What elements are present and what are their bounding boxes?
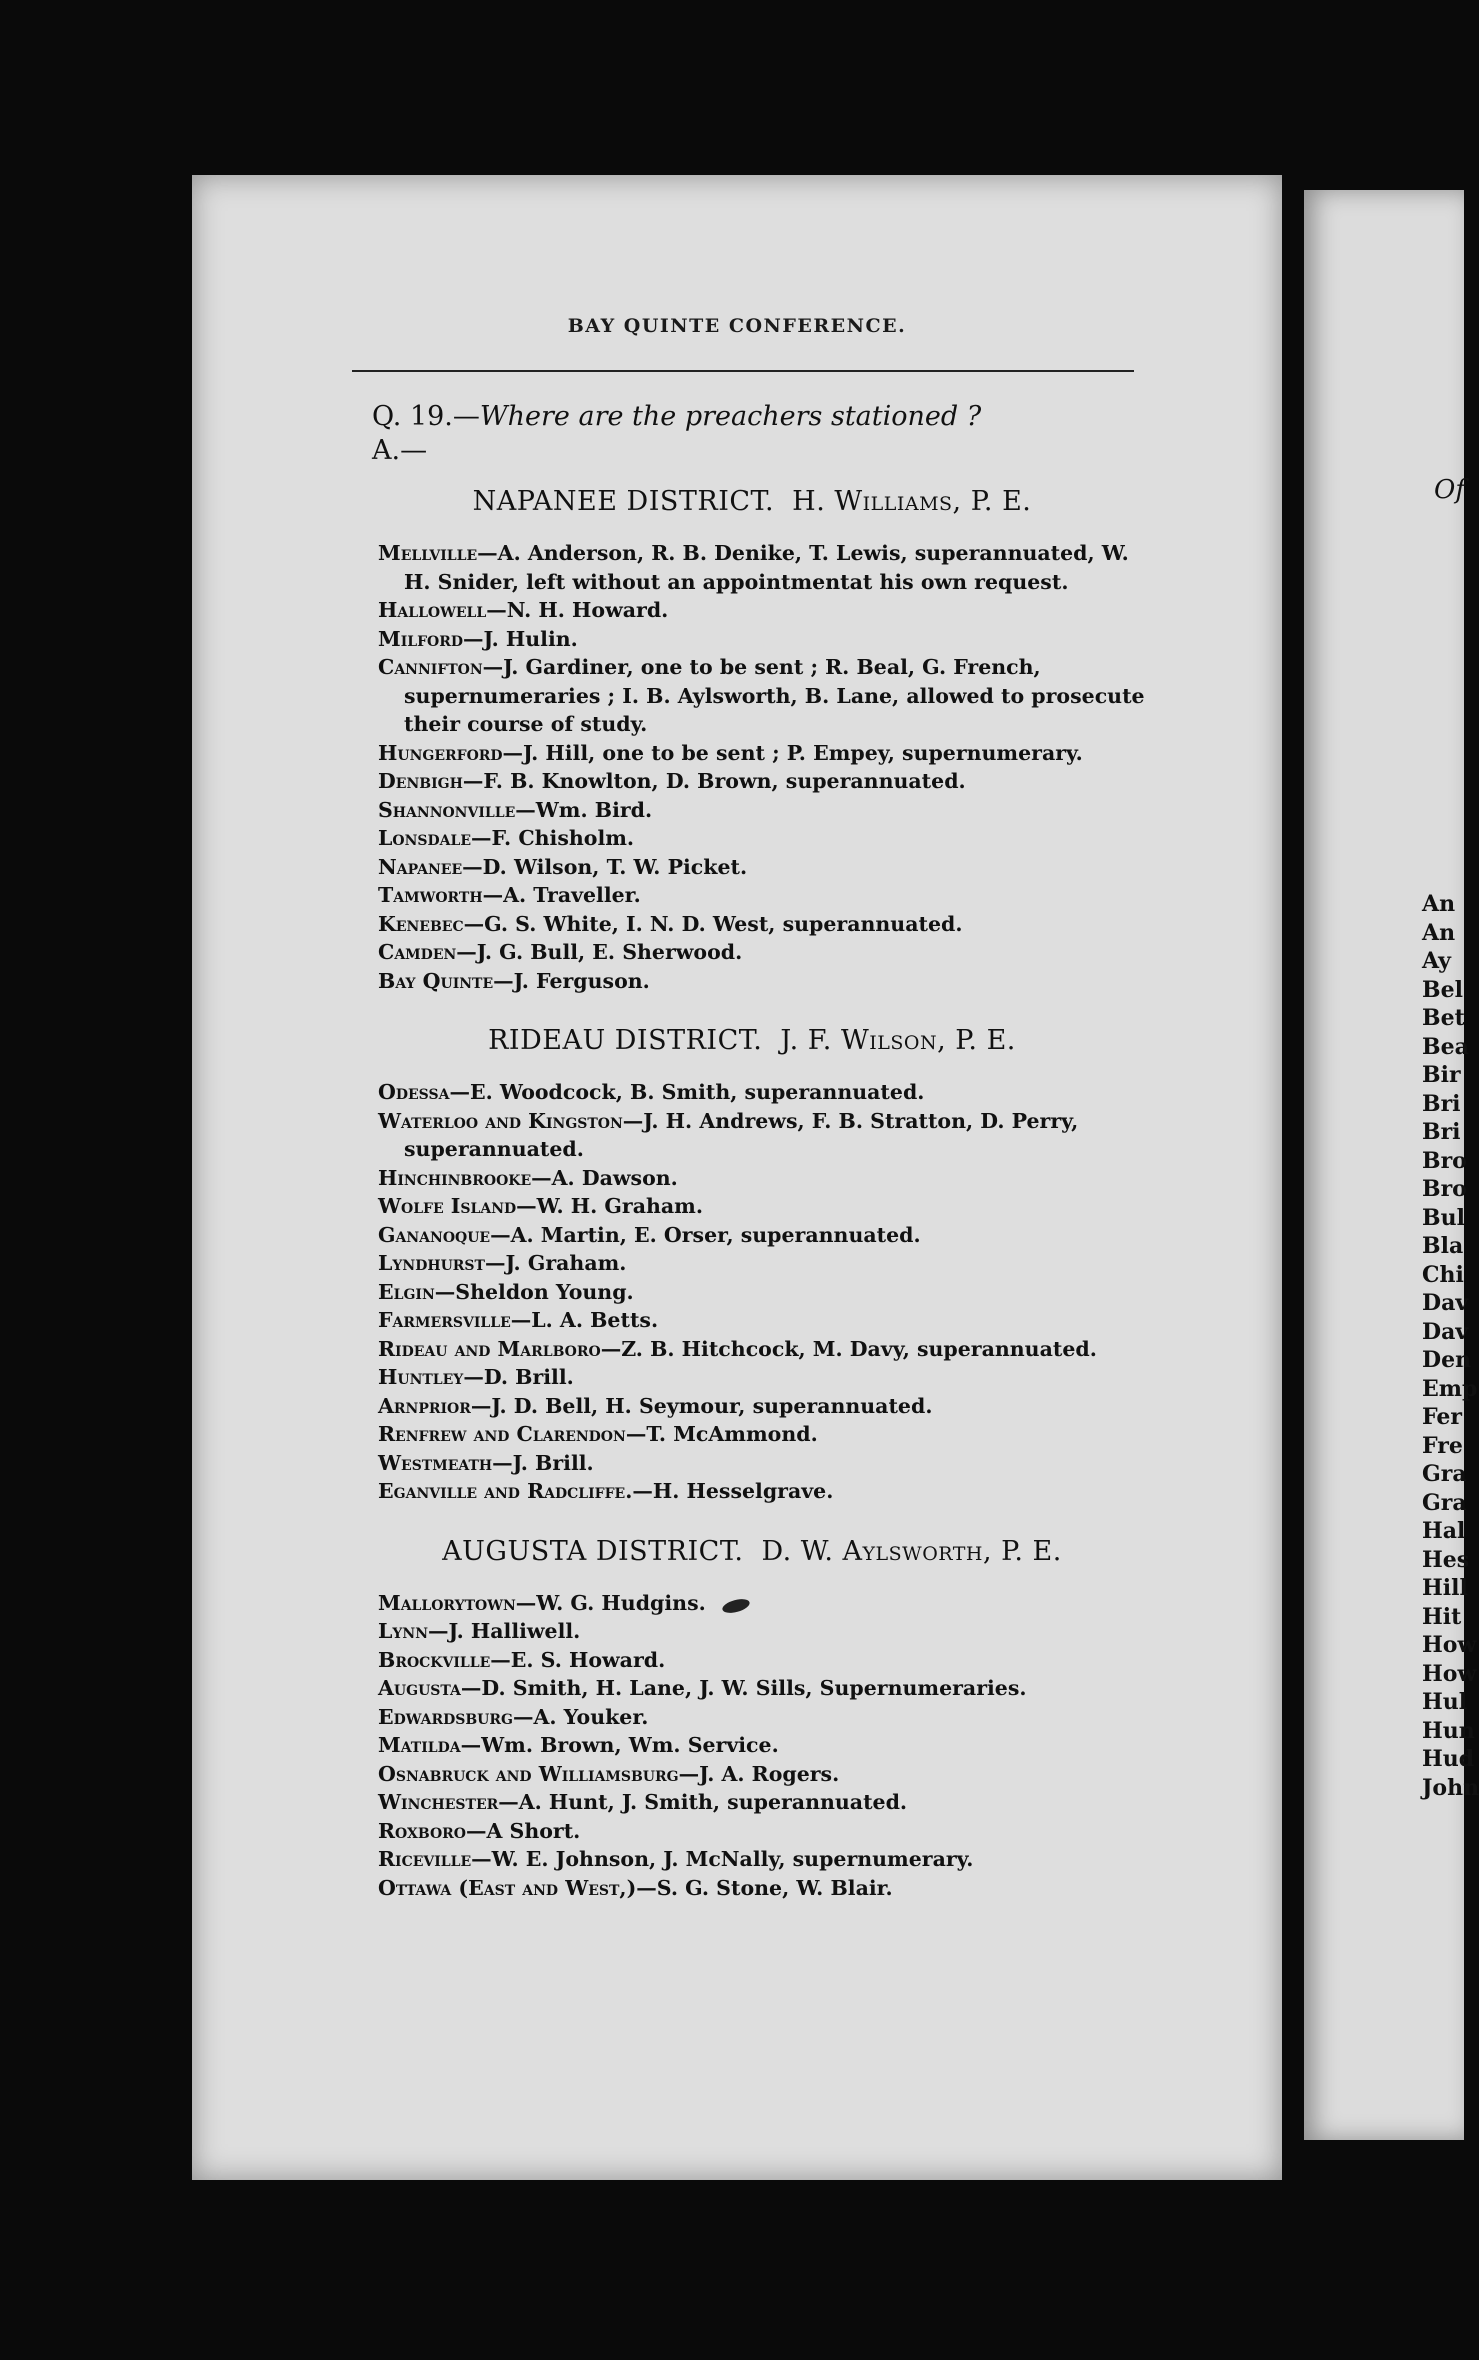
station-name: Kenebec	[378, 911, 464, 936]
station-entry	[378, 1874, 1152, 1903]
station-preachers: —S. G. Stone, W. Blair.	[636, 1875, 893, 1900]
station-entry	[378, 1477, 1152, 1506]
facing-name-fragment: Bir	[1422, 1062, 1461, 1088]
station-name: Westmeath	[378, 1450, 493, 1475]
facing-name-fragment: An	[1422, 919, 1456, 946]
station-preachers: —J. H. Andrews, F. B. Stratton, D. Perry, superannuated.	[404, 1108, 1079, 1161]
station-entry	[378, 881, 1152, 910]
facing-name-fragment: Bro	[1422, 1147, 1467, 1174]
station-entry	[378, 1646, 1152, 1675]
station-entry	[378, 596, 1152, 625]
station-entry	[378, 1617, 1152, 1646]
book-page	[192, 175, 1282, 2180]
station-name: Hallowell	[378, 598, 487, 622]
question-text: Where are the preachers stationed ?	[479, 401, 982, 432]
facing-name-fragment: Chi	[1422, 1261, 1464, 1288]
station-name: Roxboro	[378, 1818, 466, 1843]
running-head: BAY QUINTE CONFERENCE.	[567, 315, 907, 337]
facing-name-fragment: Bea	[1422, 1033, 1469, 1060]
station-preachers: —N. H. Howard.	[486, 598, 669, 622]
station-name: Mellville	[378, 541, 478, 565]
station-entry	[378, 1817, 1152, 1846]
district-section	[352, 1536, 1152, 1903]
facing-name-fragment: An	[1422, 891, 1456, 917]
station-entry	[378, 1221, 1152, 1250]
station-name: Riceville	[378, 1847, 472, 1871]
station-entry	[378, 1392, 1152, 1421]
facing-name-fragment: Den	[1422, 1347, 1472, 1373]
station-entry	[378, 796, 1152, 825]
station-preachers: —J. Gardiner, one to be sent ; R. Beal, G. French, supernumeraries ; I. B. Aylsworth, B. Lane, allowed to prosecute their course of study.	[404, 655, 1145, 736]
station-preachers: —J. Hulin.	[463, 626, 578, 651]
station-preachers: —L. A. Betts.	[510, 1308, 659, 1332]
station-preachers: —J. A. Rogers.	[678, 1761, 840, 1786]
station-preachers: —F. Chisholm.	[471, 826, 635, 850]
station-entry	[378, 653, 1152, 739]
facing-name-fragment: Bel	[1422, 976, 1463, 1003]
station-preachers: —W. H. Graham.	[516, 1194, 704, 1218]
station-preachers: —A. Hunt, J. Smith, superannuated.	[498, 1790, 908, 1814]
district-heading	[352, 1025, 1152, 1056]
facing-name-fragment: Gra	[1422, 1461, 1467, 1487]
station-entry	[378, 1731, 1152, 1760]
presiding-elder: J. F. Wilson, P. E.	[780, 1025, 1016, 1056]
station-name: Hungerford	[378, 740, 503, 765]
station-entry	[378, 1107, 1152, 1164]
facing-page	[1304, 190, 1479, 2140]
station-name: Camden	[378, 940, 457, 964]
facing-name-list	[1422, 890, 1479, 1802]
station-entry	[378, 1845, 1152, 1874]
facing-name-fragment: John	[1422, 1774, 1479, 1801]
station-entry	[378, 1760, 1152, 1789]
station-preachers: —H. Hesselgrave.	[632, 1479, 834, 1503]
facing-name-fragment: Hes	[1422, 1546, 1470, 1573]
station-name: Bay Quinte	[378, 968, 494, 993]
answer-label: A.—	[372, 435, 428, 466]
station-entry	[378, 1703, 1152, 1732]
station-preachers: —W. E. Johnson, J. McNally, supernumerary.	[471, 1847, 974, 1871]
station-name: Eganville and Radcliffe.	[378, 1479, 633, 1503]
station-entry	[378, 1164, 1152, 1193]
station-name: Edwardsburg	[378, 1704, 513, 1729]
station-name: Ottawa (East and West,)	[378, 1875, 637, 1900]
station-name: Matilda	[378, 1733, 461, 1757]
station-preachers: —A Short.	[465, 1818, 581, 1843]
station-preachers: —E. S. Howard.	[490, 1647, 666, 1672]
station-preachers: —F. B. Knowlton, D. Brown, superannuated.	[462, 769, 966, 793]
station-name: Tamworth	[378, 883, 483, 907]
station-name: Lyndhurst	[378, 1251, 485, 1275]
station-preachers: —J. Brill.	[492, 1450, 594, 1475]
station-name: Lynn	[378, 1619, 429, 1643]
station-preachers: —J. G. Bull, E. Sherwood.	[456, 940, 743, 964]
facing-name-fragment: Ay	[1422, 948, 1451, 974]
station-entry	[378, 938, 1152, 967]
station-name: Brockville	[378, 1647, 491, 1672]
station-name: Shannonville	[378, 797, 516, 822]
station-preachers: —J. Ferguson.	[493, 968, 650, 993]
district-heading	[352, 486, 1152, 517]
station-preachers: —G. S. White, I. N. D. West, superannuated.	[463, 911, 963, 936]
station-name: Renfrew and Clarendon	[378, 1422, 626, 1446]
station-preachers: —A. Dawson.	[531, 1165, 678, 1190]
district-section	[352, 1025, 1152, 1506]
station-preachers: —W. G. Hudgins.	[515, 1590, 706, 1615]
facing-name-fragment: Hun	[1422, 1717, 1475, 1744]
facing-name-fragment: Emp	[1422, 1375, 1478, 1402]
station-preachers: —A. Youker.	[512, 1704, 649, 1729]
station-name: Milford	[378, 626, 463, 651]
station-preachers: —Z. B. Hitchcock, M. Davy, superannuated.	[600, 1336, 1097, 1361]
facing-name-fragment: Gra	[1422, 1489, 1467, 1516]
district-section	[352, 486, 1152, 995]
station-name: Lonsdale	[378, 826, 472, 850]
station-entry	[378, 1306, 1152, 1335]
facing-name-fragment: Bro	[1422, 1176, 1467, 1202]
station-preachers: —E. Woodcock, B. Smith, superannuated.	[449, 1080, 925, 1104]
station-entry	[378, 853, 1152, 882]
station-name: Osnabruck and Williamsburg	[378, 1761, 679, 1786]
station-preachers: —Sheldon Young.	[434, 1279, 634, 1304]
station-name: Gananoque	[378, 1222, 491, 1247]
station-name: Huntley	[378, 1365, 464, 1389]
facing-heading-fragment: Of	[1434, 475, 1465, 505]
station-entry	[378, 539, 1152, 596]
district-name: RIDEAU DISTRICT.	[488, 1025, 763, 1056]
station-name: Hinchinbrooke	[378, 1165, 532, 1190]
facing-name-fragment: Dav	[1422, 1290, 1469, 1316]
station-preachers: —J. Graham.	[484, 1251, 627, 1275]
facing-name-fragment: Hal	[1422, 1518, 1466, 1544]
facing-name-fragment: How	[1422, 1632, 1477, 1658]
station-entry	[378, 767, 1152, 796]
question-number: Q. 19.—	[372, 401, 480, 432]
facing-name-fragment: Hill	[1422, 1575, 1468, 1601]
facing-name-fragment: Dav	[1422, 1318, 1469, 1345]
station-name: Waterloo and Kingston	[378, 1108, 623, 1133]
district-name: NAPANEE DISTRICT.	[472, 486, 775, 517]
station-entry	[378, 1589, 1152, 1618]
station-entry	[378, 1788, 1152, 1817]
station-entry	[378, 625, 1152, 654]
district-list	[352, 486, 1152, 1902]
station-name: Rideau and Marlboro	[378, 1336, 601, 1361]
district-heading	[352, 1536, 1152, 1567]
station-entry	[378, 967, 1152, 996]
facing-name-fragment: Bri	[1422, 1090, 1461, 1117]
station-preachers: —Wm. Bird.	[515, 797, 653, 822]
station-preachers: —A. Martin, E. Orser, superannuated.	[490, 1222, 921, 1247]
station-name: Elgin	[378, 1279, 435, 1304]
presiding-elder: D. W. Aylsworth, P. E.	[761, 1535, 1062, 1567]
station-preachers: —Wm. Brown, Wm. Service.	[460, 1733, 779, 1757]
station-name: Odessa	[378, 1080, 450, 1104]
presiding-elder: H. Williams, P. E.	[792, 486, 1032, 517]
facing-name-fragment: Fer	[1422, 1404, 1463, 1430]
station-preachers: —J. Hill, one to be sent ; P. Empey, supernumerary.	[502, 740, 1083, 765]
station-preachers: —J. Halliwell.	[428, 1619, 581, 1643]
station-name: Wolfe Island	[378, 1194, 517, 1218]
page-body	[352, 400, 1152, 1932]
station-entry	[378, 739, 1152, 768]
station-name: Napanee	[378, 854, 463, 879]
facing-name-fragment: Fre	[1422, 1432, 1463, 1459]
facing-name-fragment: Bla	[1422, 1233, 1464, 1259]
station-preachers: —D. Smith, H. Lane, J. W. Sills, Supernumeraries.	[460, 1676, 1027, 1700]
station-entry	[378, 1674, 1152, 1703]
station-preachers: —A. Anderson, R. B. Denike, T. Lewis, superannuated, W. H. Snider, left without an appointmentat his own request.	[404, 541, 1129, 594]
facing-name-fragment: Hud	[1422, 1746, 1475, 1772]
station-name: Augusta	[378, 1676, 461, 1700]
question-line	[372, 400, 1152, 434]
station-preachers: —D. Brill.	[463, 1365, 574, 1389]
facing-name-fragment: Bet	[1422, 1005, 1465, 1031]
header-rule	[352, 370, 1134, 372]
facing-name-fragment: Bri	[1422, 1119, 1461, 1145]
station-entry	[378, 1420, 1152, 1449]
station-entry	[378, 1078, 1152, 1107]
station-entry	[378, 910, 1152, 939]
station-preachers: —T. McAmmond.	[625, 1422, 818, 1446]
station-entry	[378, 1335, 1152, 1364]
station-preachers: —J. D. Bell, H. Seymour, superannuated.	[470, 1393, 933, 1418]
station-entry	[378, 1449, 1152, 1478]
facing-name-fragment: Hul	[1422, 1689, 1468, 1715]
facing-name-fragment: Bul	[1422, 1204, 1465, 1231]
station-name: Arnprior	[378, 1393, 471, 1418]
district-name: AUGUSTA DISTRICT.	[442, 1535, 744, 1567]
facing-name-fragment: How	[1422, 1660, 1477, 1687]
station-name: Denbigh	[378, 769, 463, 793]
station-preachers: —A. Traveller.	[482, 883, 641, 907]
station-name: Mallorytown	[378, 1590, 516, 1615]
station-entry	[378, 1192, 1152, 1221]
facing-name-fragment: Hit	[1422, 1603, 1462, 1630]
station-name: Winchester	[378, 1790, 499, 1814]
station-entry	[378, 1363, 1152, 1392]
station-preachers: —D. Wilson, T. W. Picket.	[462, 854, 748, 879]
station-entry	[378, 824, 1152, 853]
station-entry	[378, 1278, 1152, 1307]
station-name: Farmersville	[378, 1308, 511, 1332]
station-name: Cannifton	[378, 655, 483, 679]
station-entry	[378, 1249, 1152, 1278]
